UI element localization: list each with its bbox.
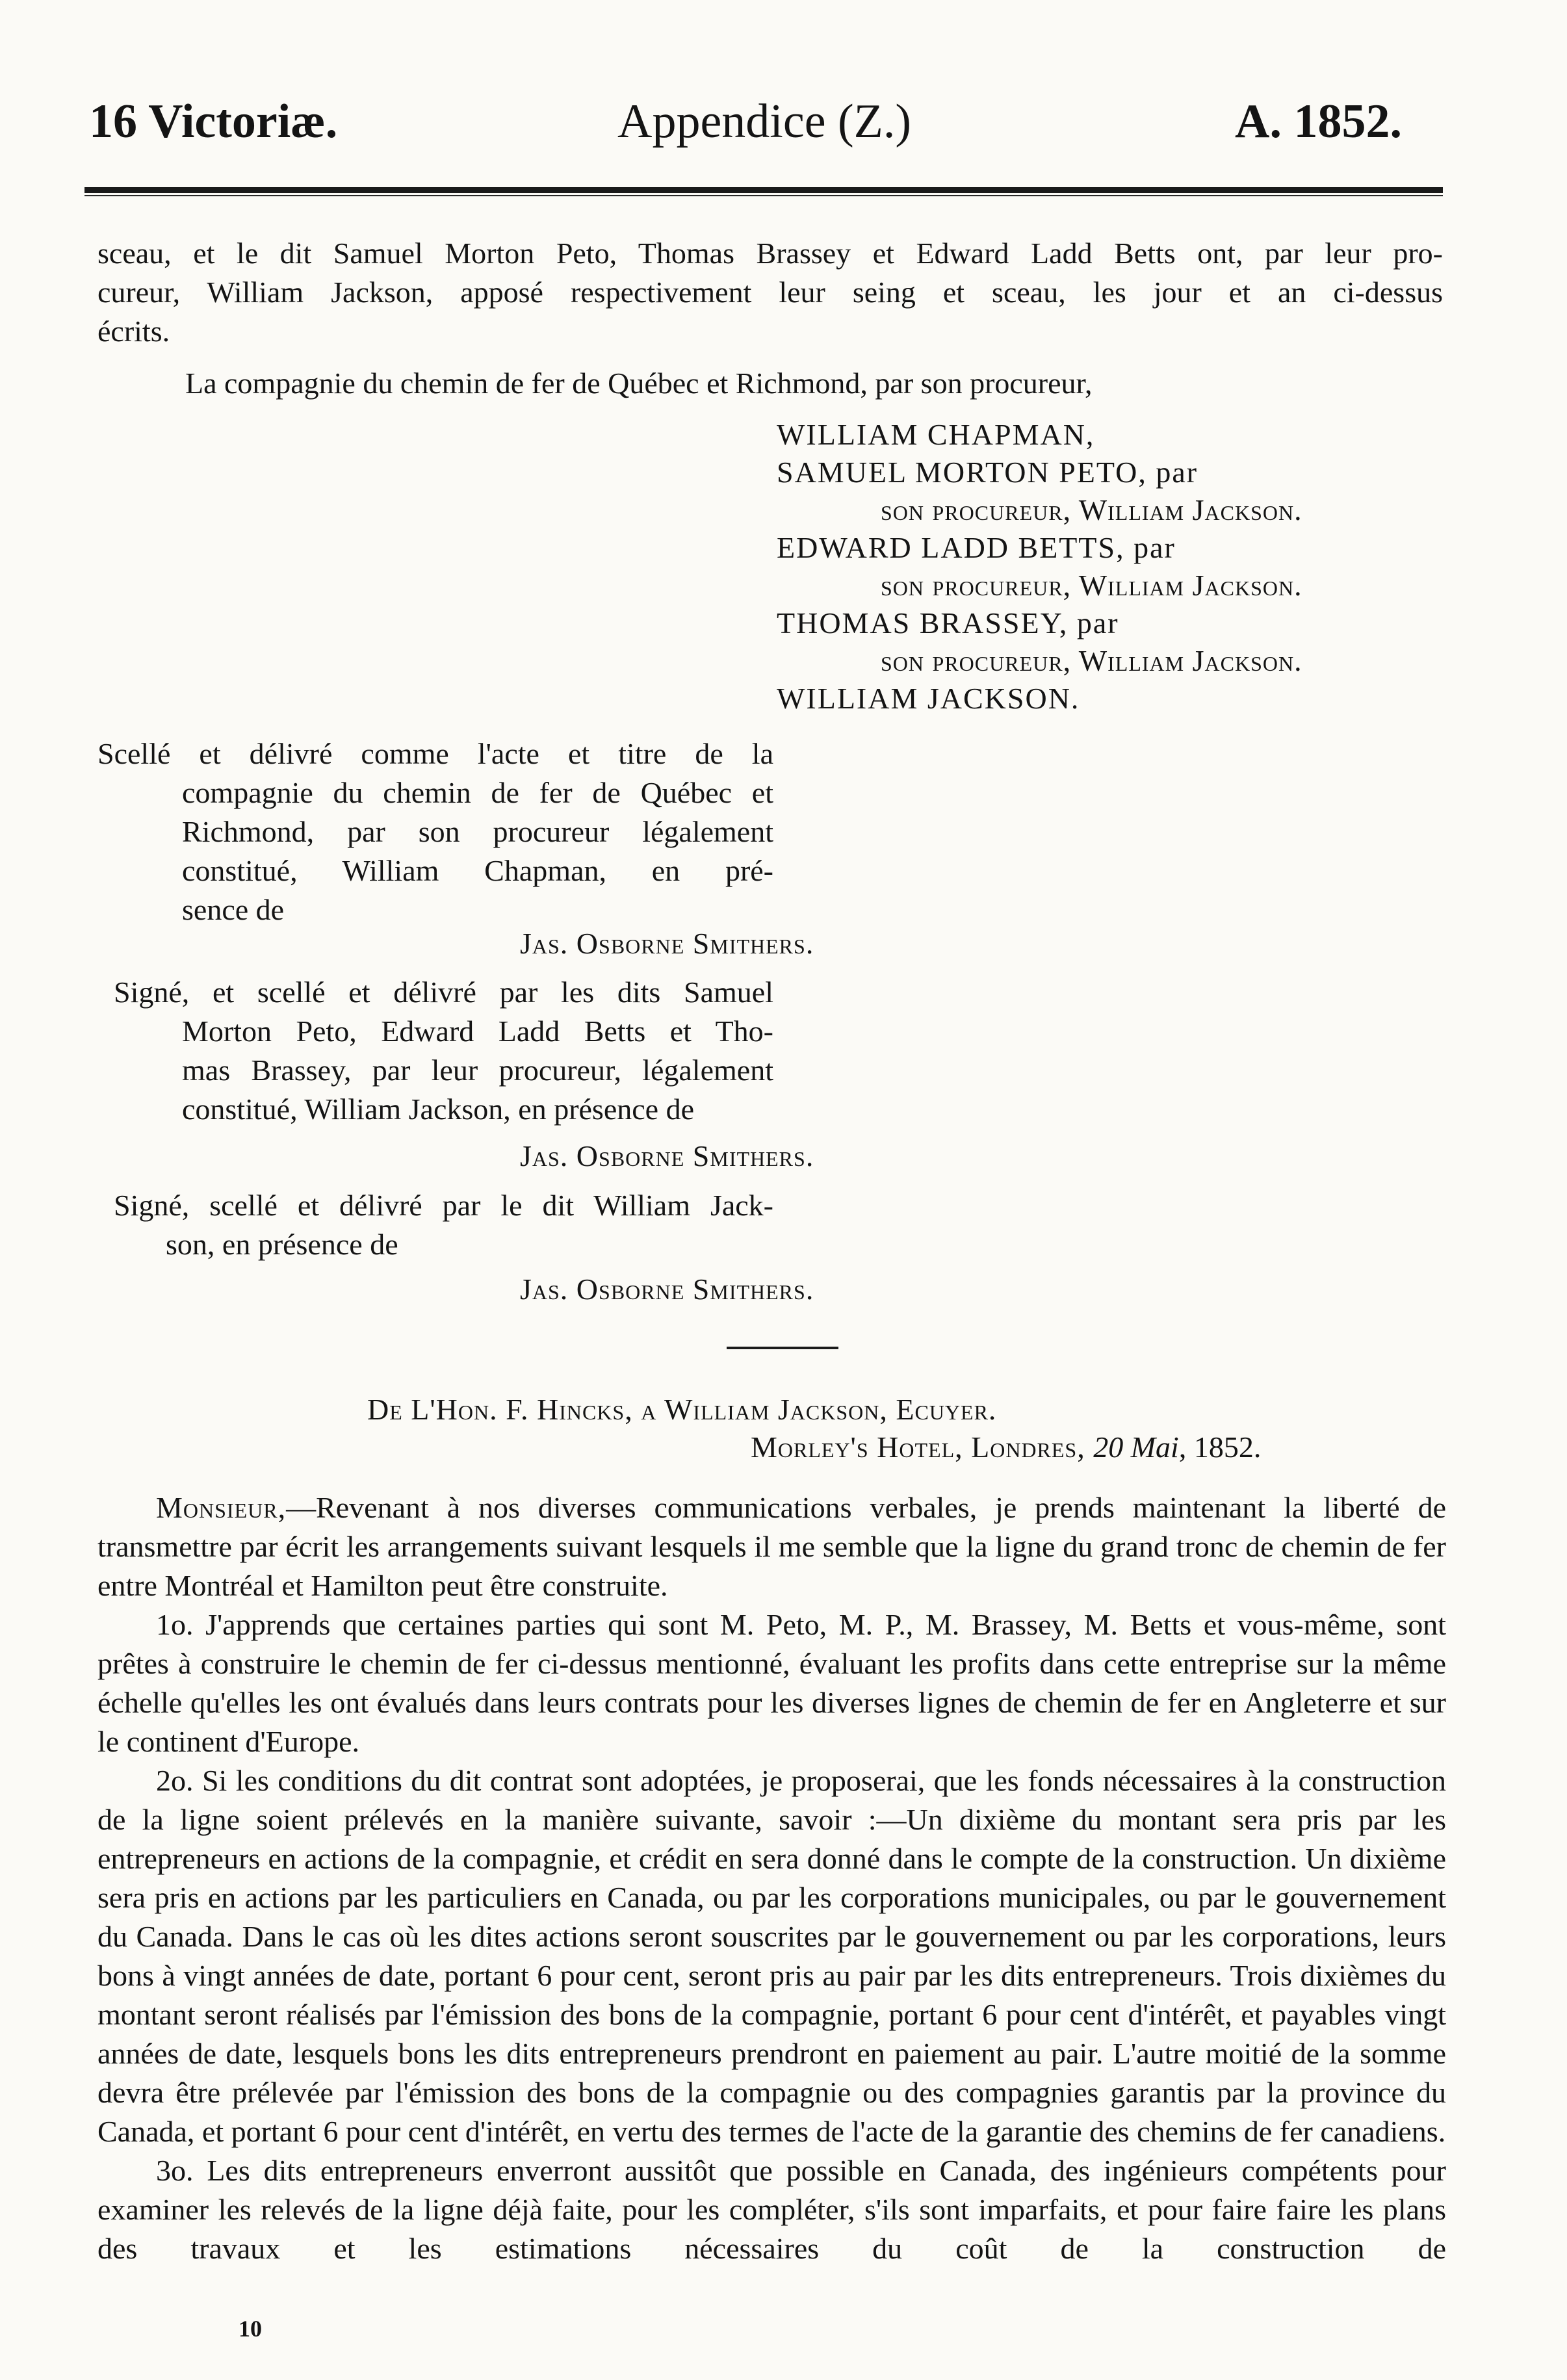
header-rule — [84, 187, 1443, 193]
signatory-jackson: WILLIAM JACKSON. — [777, 682, 1080, 715]
running-head-session: 16 Victoriæ. — [89, 95, 338, 148]
signatory-chapman: WILLIAM CHAPMAN, — [777, 418, 1095, 451]
witness-signature: Jas. Osborne Smithers. — [520, 1139, 814, 1172]
signatory-brassey: THOMAS BRASSEY, par — [777, 606, 1119, 640]
letter-paragraph: 3o. Les dits entrepreneurs enverront aussitôt que possible en Canada, des ingénieurs compétents pour examiner les relevés de la ligne déjà faite, pour les compléter, s'ils sont imparfaits, et pour faire faire les plans des travaux et les estimations nécessaires du coût de la construction de — [97, 2154, 1446, 2265]
company-line: La compagnie du chemin de fer de Québec et Richmond, par son procureur, — [185, 367, 1093, 400]
letter-paragraph: 2o. Si les conditions du dit contrat sont adoptées, je proposerai, que les fonds nécessaires à la construction de la ligne soient prélevés en la manière suivante, savoir :—Un dixième du montant sera pris par les entrepreneurs en actions de la compagnie, et crédit en sera donné dans le compte de la construction. Un dixième sera pris en actions par les particuliers en Canada, ou par les corporations municipales, ou par le gouvernement du Canada. Dans le cas où les dites actions seront souscrites par le gouvernement ou par les corporations, leurs bons à vingt années de date, portant 6 pour cent, seront pris au pair par les dits entrepreneurs. Trois dixièmes du montant seront réalisés par l'émission des bons de la compagnie, portant 6 pour cent d'intérêt, et payables vingt années de date, lesquels bons les dits entrepreneurs prendront en paiement au pair. L'autre moitié de la somme devra être prélevée par l'émission des bons de la compagnie ou des compagnies garantis par la province du Canada, et portant 6 pour cent d'intérêt, en vertu des termes de l'acte de la garantie des chemins de fer canadiens. — [97, 1764, 1446, 2148]
letter-heading: De L'Hon. F. Hincks, a William Jackson, Ecuyer. — [367, 1393, 997, 1426]
signatory-betts: EDWARD LADD BETTS, par — [777, 531, 1176, 564]
signatory-peto: SAMUEL MORTON PETO, par — [777, 456, 1198, 489]
signatory-proxy: son procureur, William Jackson. — [881, 493, 1302, 526]
letter-opening: Monsieur,—Revenant à nos diverses communications verbales, je prends maintenant la liberté de transmettre par écrit les arrangements suivant lesquels il me semble que la ligne du grand tronc de chemin de fer entre Montréal et Hamilton peut être construite. — [97, 1491, 1446, 1602]
header-rule-thin — [84, 195, 1443, 196]
signatory-proxy: son procureur, William Jackson. — [881, 644, 1302, 677]
witness-block: Signé, scellé et délivré par le dit William Jack- son, en présence de — [114, 1189, 773, 1261]
running-head-appendix: Appendice (Z.) — [617, 95, 912, 148]
letter-dateline: Morley's Hotel, Londres, 20 Mai, 1852. — [751, 1430, 1262, 1464]
intro-paragraph — [97, 234, 1443, 351]
folio-number: 10 — [239, 2316, 262, 2342]
witness-block: Signé, et scellé et délivré par les dits Samuel Morton Peto, Edward Ladd Betts et Tho- mas Brassey, par leur procureur, légalement constitué, William Jackson, en présence de — [114, 976, 773, 1126]
witness-block: Scellé et délivré comme l'acte et titre de la compagnie du chemin de fer de Québec et Richmond, par son procureur légalement constitué, William Chapman, en pré- sence de — [97, 737, 773, 926]
witness-signature: Jas. Osborne Smithers. — [520, 1273, 814, 1306]
running-head-year: A. 1852. — [1235, 95, 1402, 148]
intro-line: cureur, William Jackson, apposé respectivement leur seing et sceau, les jour et an ci-dessus — [97, 276, 1443, 309]
witness-signature: Jas. Osborne Smithers. — [520, 927, 814, 960]
section-divider — [727, 1347, 838, 1349]
intro-line: sceau, et le dit Samuel Morton Peto, Thomas Brassey et Edward Ladd Betts ont, par leur pro- — [97, 237, 1443, 270]
letter-paragraph: 1o. J'apprends que certaines parties qui sont M. Peto, M. P., M. Brassey, M. Betts et vous-même, sont prêtes à construire le chemin de fer ci-dessus mentionné, évaluant les profits dans cette entreprise sur la même échelle qu'elles les ont évalués dans leurs contrats pour les diverses lignes de chemin de fer en Angleterre et sur le continent d'Europe. — [97, 1608, 1446, 1758]
intro-line: écrits. — [97, 315, 170, 348]
signatory-proxy: son procureur, William Jackson. — [881, 569, 1302, 602]
letter-body — [97, 1488, 1446, 2268]
